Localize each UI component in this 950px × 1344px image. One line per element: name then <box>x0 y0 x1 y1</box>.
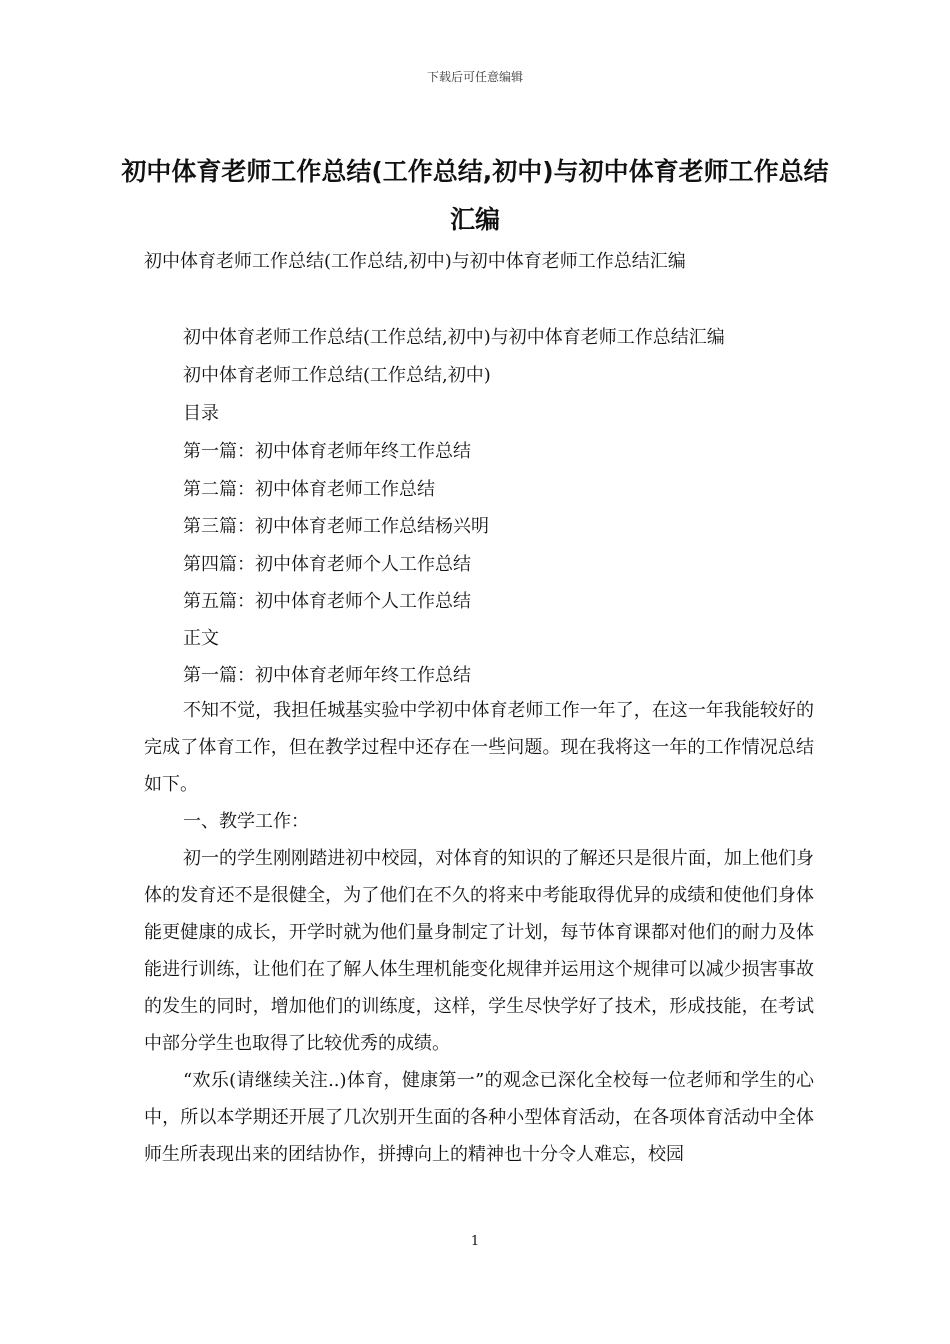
body-text <box>144 692 814 1173</box>
paragraph: 初一的学生刚刚踏进初中校园，对体育的知识的了解还只是很片面，加上他们身体的发育还不是很健全，为了他们在不久的将来中考能取得优异的成绩和使他们身体能更健康的成长，开学时就为他们量身制定了计划，每节体育课都对他们的耐力及体能进行训练，让他们在了解人体生理机能变化规律并运用这个规律可以减少损害事故的发生的同时，增加他们的训练度，这样，学生尽快学好了技术，形成技能，在考试中部分学生也取得了比较优秀的成绩。 <box>144 848 814 1054</box>
page-number: 1 <box>470 1234 480 1249</box>
document-subtitle: 初中体育老师工作总结(工作总结,初中)与初中体育老师工作总结汇编 <box>144 251 686 272</box>
toc-label: 目录 <box>183 403 219 424</box>
toc-item-4: 第四篇：初中体育老师个人工作总结 <box>183 554 471 575</box>
header-note: 下载后可任意编辑 <box>426 70 523 84</box>
toc-item-3: 第三篇：初中体育老师工作总结杨兴明 <box>183 516 489 537</box>
toc-item-2: 第二篇：初中体育老师工作总结 <box>183 479 435 500</box>
body-label: 正文 <box>183 628 219 649</box>
toc-item-1: 第一篇：初中体育老师年终工作总结 <box>183 441 471 462</box>
paragraph: 不知不觉，我担任城基实验中学初中体育老师工作一年了，在这一年我能较好的完成了体育工作，但在教学过程中还存在一些问题。现在我将这一年的工作情况总结如下。 <box>144 700 814 795</box>
paragraph: “欢乐(请继续关注..)体育，健康第一”的观念已深化全校每一位老师和学生的心中，所以本学期还开展了几次别开生面的各种小型体育活动，在各项体育活动中全体师生所表现出来的团结协作，拼搏向上的精神也十分令人难忘，校园 <box>144 1070 814 1165</box>
paragraph-heading: 一、教学工作： <box>183 811 309 832</box>
section-heading: 第一篇：初中体育老师年终工作总结 <box>183 665 471 686</box>
toc-line-heading: 初中体育老师工作总结(工作总结,初中)与初中体育老师工作总结汇编 <box>183 327 725 348</box>
toc-line-subheading: 初中体育老师工作总结(工作总结,初中) <box>183 365 491 386</box>
toc-item-5: 第五篇：初中体育老师个人工作总结 <box>183 591 471 612</box>
document-title: 初中体育老师工作总结(工作总结,初中)与初中体育老师工作总结汇编 <box>121 157 829 234</box>
